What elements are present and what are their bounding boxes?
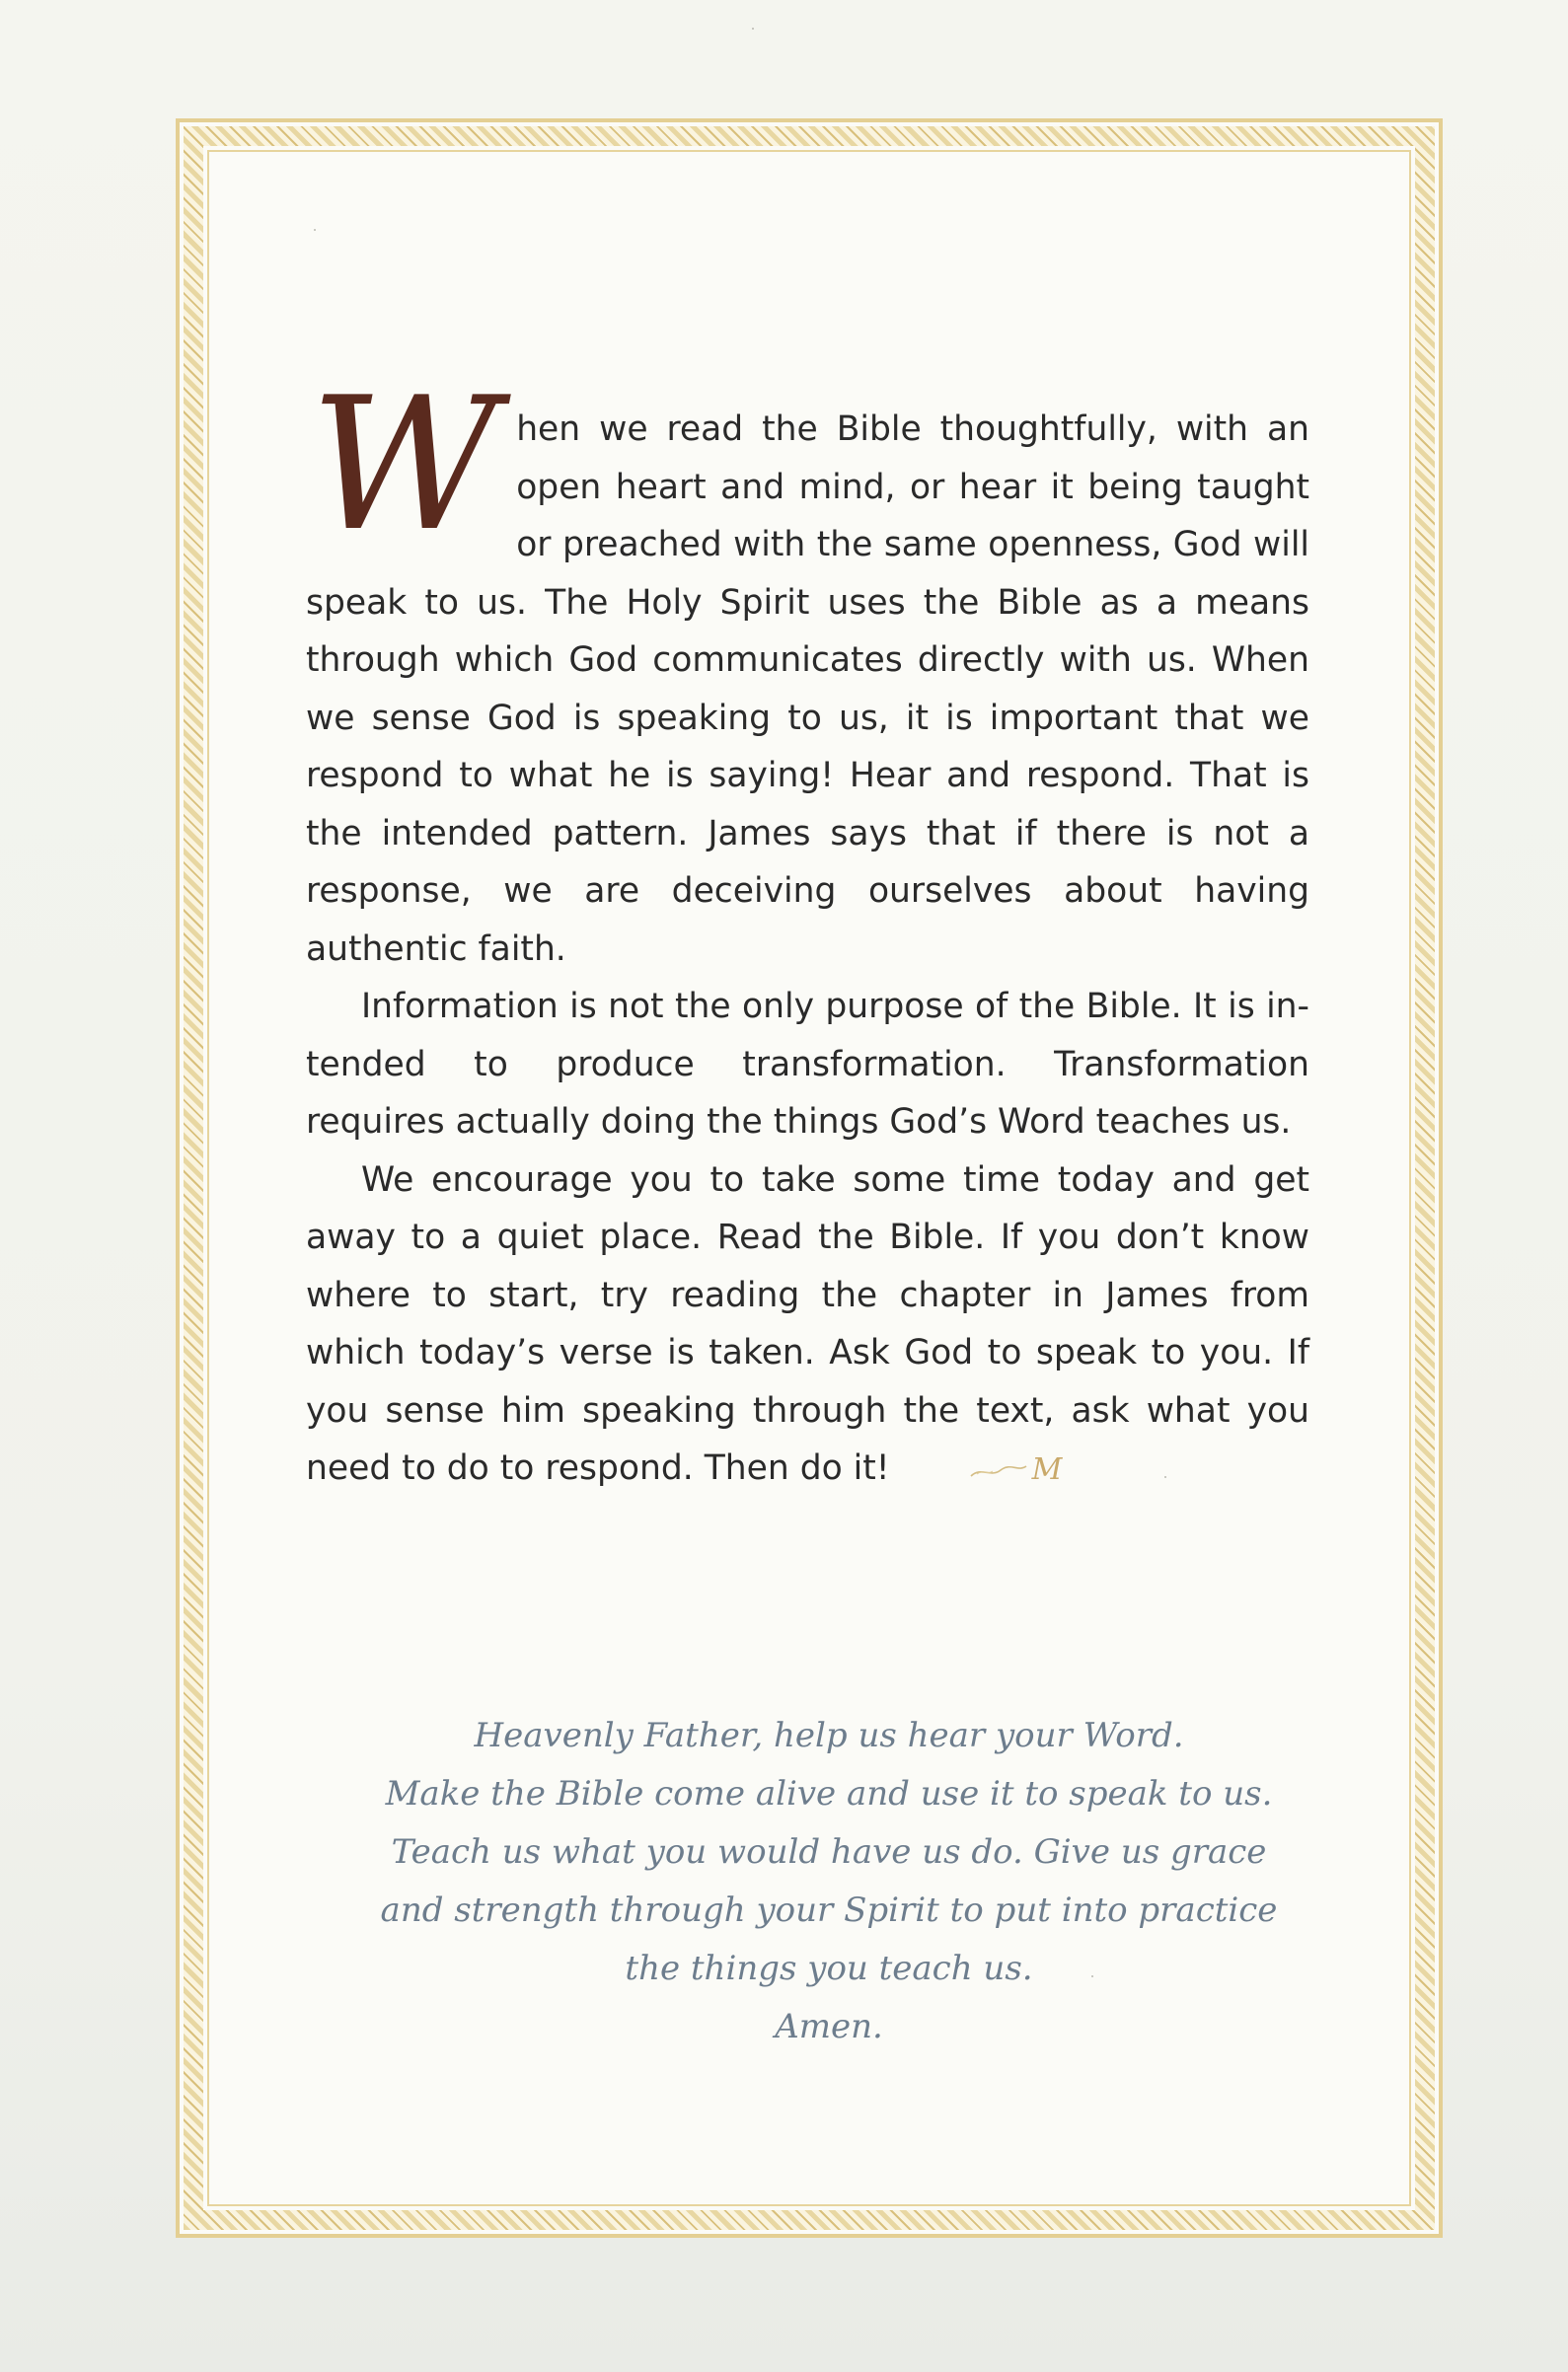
paper-speck bbox=[752, 28, 754, 30]
prayer-amen: Amen. bbox=[775, 2007, 883, 2046]
paragraph-1 bbox=[306, 357, 1309, 978]
paragraph-1-text: hen we read the Bible thoughtfully, with an open heart and mind, or hear it being taught or preached with the same openness, God will speak to us. The Holy Spirit uses the Bible as a means through which God communicates directly with us. When we sense God is speaking to us, it is important that we respond to what he is saying! Hear and respond. That is the intended pattern. James says that if there is not a response, we are deceiving ourselves about having authentic faith. bbox=[306, 409, 1309, 969]
signature-initial: M bbox=[1031, 1452, 1065, 1487]
prayer-line: the things you teach us. bbox=[625, 1949, 1033, 1988]
paragraph-2: Information is not the only purpose of the Bible. It is intended to produce transformation. Transformation requires actually doing the things God’s Word teaches us. bbox=[306, 987, 1309, 1142]
drop-cap: W bbox=[310, 357, 499, 571]
paper-speck bbox=[1091, 1975, 1093, 1977]
prayer-line: Teach us what you would have us do. Give us grace bbox=[391, 1832, 1267, 1872]
prayer-line: and strength through your Spirit to put into practice bbox=[380, 1890, 1278, 1930]
closing-prayer bbox=[336, 1707, 1322, 2056]
devotional-text bbox=[306, 357, 1309, 1500]
paper-speck bbox=[1164, 1476, 1166, 1478]
prayer-line: Make the Bible come alive and use it to speak to us. bbox=[385, 1774, 1273, 1814]
prayer-line: Heavenly Father, help us hear your Word. bbox=[474, 1716, 1184, 1755]
paragraph-3 bbox=[306, 1151, 1309, 1500]
paper-speck bbox=[314, 229, 316, 231]
flourish-icon bbox=[969, 1460, 1028, 1482]
author-signature-mark bbox=[914, 1442, 1065, 1500]
paragraph-3-text: We encourage you to take some time today and get away to a quiet place. Read the Bible. If you don’t know where to start, try reading the chapter in James from which today’s verse is taken. Ask God to speak to you. If you sense him speaking through the text, ask what you need to do to respond. Then do it! bbox=[306, 1159, 1309, 1488]
